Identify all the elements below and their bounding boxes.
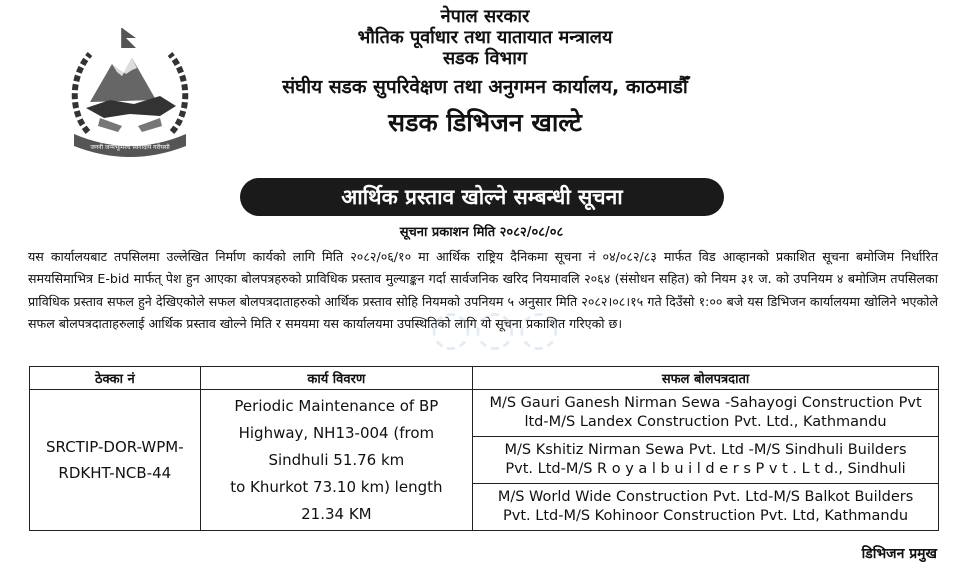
bidder-line: Pvt. Ltd-M/S Kohinoor Construction Pvt. Ltd, Kathmandu (503, 508, 909, 524)
bidder-line: M/S Gauri Ganesh Nirman Sewa -Sahayogi Construction Pvt (489, 395, 922, 411)
work-description-line: Sindhuli 51.76 km (268, 450, 405, 469)
signature-title: डिभिजन प्रमुख (861, 546, 937, 562)
header-successful-bidders: सफल बोलपत्रदाता (473, 367, 939, 390)
notice-body: यस कार्यालयबाट तपसिलमा उल्लेखित निर्माण कार्यको लागि मिति २०८२/०६/१० मा आर्थिक राष्ट्रिय दैनिकमा सूचना नं ०४/०८२/८३ मार्फत विड आव्हानको प्रकाशित सूचना बमोजिम निर्धारित समयसिमाभित्र E-bid मार्फत् पेश हुन आएका बोलपत्रहरुको प्राविधिक प्रस्ताव मुल्याङ्कन गर्दा सार्वजनिक खरिद नियमावलि २०६४ (संसोधन सहित) को नियम ३१ ज. को उपनियम ४ बमोजिम तपसिलका प्राविधिक प्रस्ताव सफल हुने देखिएकोले सफल बोलपत्रदाताहरुको आर्थिक प्रस्ताव सोहि नियमको उपनियम ५ अनुसार मिति २०८२।०८।१५ गते दिउँसो १:०० बजे यस डिभिजन कार्यालयमा खोलिने भएकोले सफल बोलपत्रदाताहरुलाई आर्थिक प्रस्ताव खोल्ने मिति र समयमा यस कार्यालयमा उपस्थितिको लागि यो सूचना प्रकाशित गरिएको छ। (28, 249, 938, 332)
contract-no-cell (30, 390, 201, 531)
contract-no-line1: SRCTIP-DOR-WPM- (46, 438, 184, 456)
bidder-line: ltd-M/S Landex Construction Pvt. Ltd., Kathmandu (524, 414, 887, 430)
department-name: सडक विभाग (442, 48, 527, 70)
government-name: नेपाल सरकार (440, 6, 530, 27)
emblem-motto: जननी जन्मभूमिश्च स्वर्गादपि गरीयसी (90, 144, 170, 151)
notice-title: आर्थिक प्रस्ताव खोल्ने सम्बन्धी सूचना (240, 178, 724, 216)
work-description-line: 21.34 KM (301, 504, 372, 523)
letterhead (250, 6, 720, 138)
work-description-line: Highway, NH13-004 (from (238, 423, 435, 442)
bidder-entry (473, 437, 938, 484)
table-header-row (30, 367, 939, 390)
publication-date: सूचना प्रकाशन मिति २०८२/०८/०८ (399, 225, 564, 240)
division-name: सडक डिभिजन खाल्टे (388, 108, 582, 138)
successful-bidders-cell (473, 390, 939, 531)
bid-table (29, 366, 939, 531)
work-description-cell (200, 390, 472, 531)
office-name: संघीय सडक सुपरिवेक्षण तथा अनुगमन कार्यालय, काठमाडौँ (282, 75, 688, 98)
ministry-name: भौतिक पूर्वाधार तथा यातायात मन्त्रालय (357, 27, 613, 49)
watermark: ◌◌◌ (430, 300, 562, 356)
header-contract-no: ठेक्का नं (30, 367, 201, 390)
work-description-line: Periodic Maintenance of BP (234, 396, 439, 415)
table-row (30, 390, 939, 531)
work-description-line: to Khurkot 73.10 km) length (230, 477, 443, 496)
bidder-line: M/S World Wide Construction Pvt. Ltd-M/S Balkot Builders (497, 489, 914, 505)
contract-no-line2: RDKHT-NCB-44 (58, 464, 172, 482)
bidder-line: Pvt. Ltd-M/S R o y a l b u i l d e r s P v t . L t d., Sindhuli (505, 461, 906, 477)
bidder-line: M/S Kshitiz Nirman Sewa Pvt. Ltd -M/S Sindhuli Builders (504, 442, 907, 458)
nepal-government-emblem-icon (60, 22, 200, 162)
header-work-description: कार्य विवरण (200, 367, 472, 390)
bidder-entry (473, 390, 938, 437)
bidder-entry (473, 484, 938, 530)
